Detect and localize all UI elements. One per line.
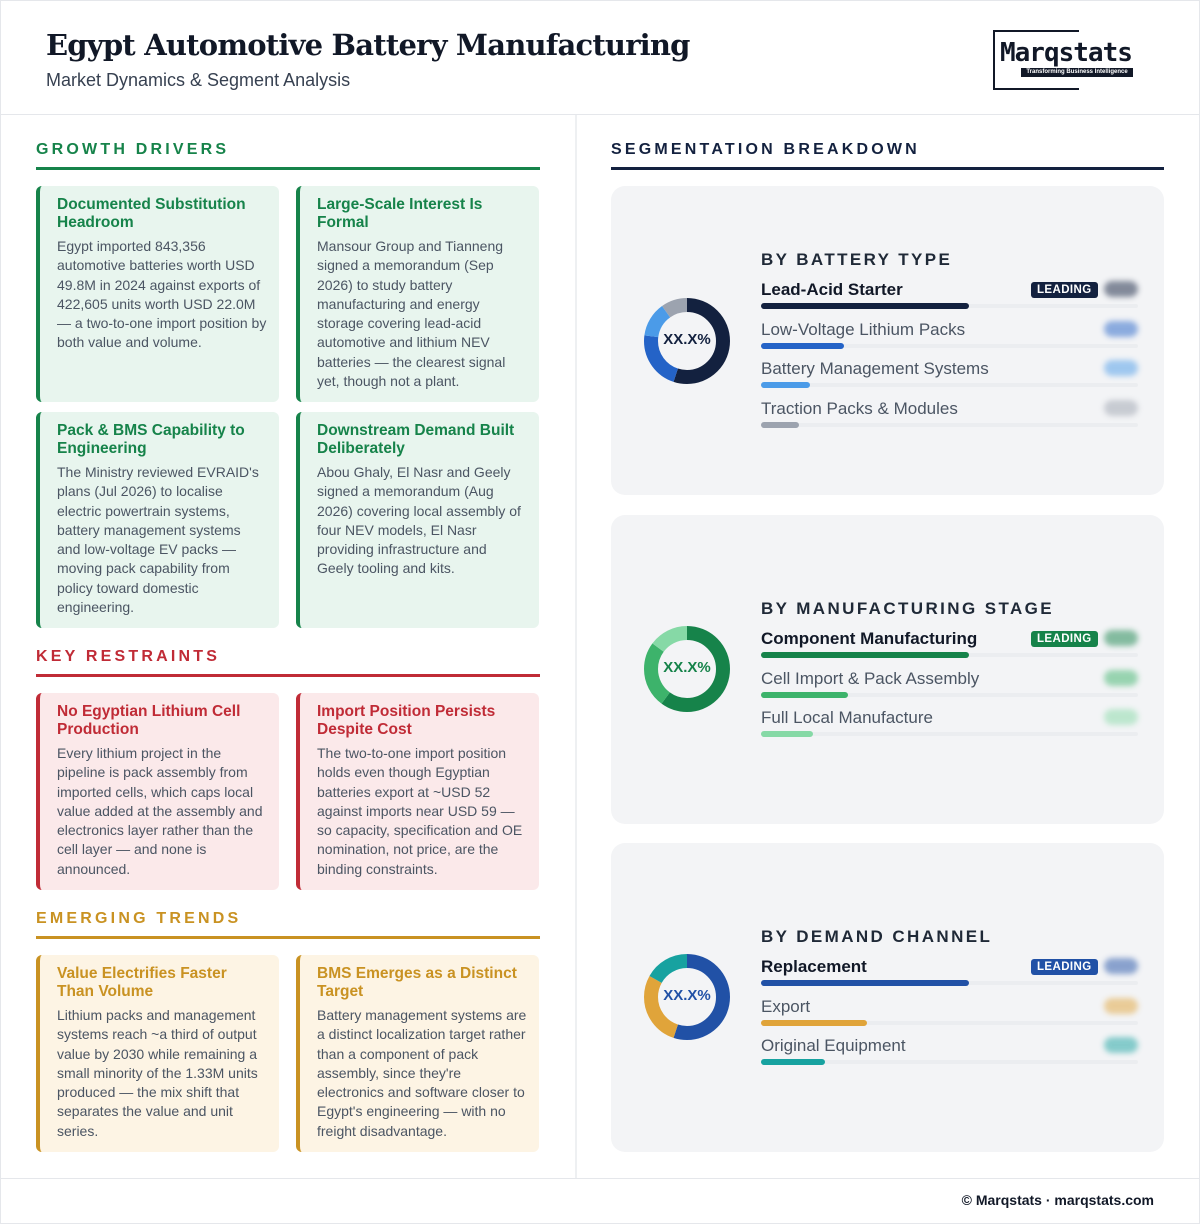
key-restraints-rule [36, 674, 540, 677]
card-title: Value Electrifies Faster Than Volume [57, 965, 227, 1000]
segment-row-label: Replacement [761, 957, 867, 976]
card-title: Documented Substitution Headroom [57, 196, 246, 231]
redacted-value [1104, 321, 1138, 337]
driver-card-pack-bms [36, 412, 279, 628]
leading-badge: LEADING [1031, 959, 1098, 975]
segment-bar-fill [761, 692, 848, 698]
trend-card-bms-target [296, 955, 539, 1152]
segment-bar-track [761, 732, 1138, 736]
logo-tagline: Transforming Business Intelligence [1021, 68, 1133, 77]
trend-card-value-electrifies [36, 955, 279, 1152]
segment-row-label: Original Equipment [761, 1036, 906, 1055]
card-title: Pack & BMS Capability to Engineering [57, 422, 245, 457]
footer-divider [0, 1178, 1200, 1179]
segment-bar-track [761, 383, 1138, 387]
driver-card-substitution [36, 186, 279, 402]
restraint-card-lithium-cell [36, 693, 279, 890]
segment-row-label: Low-Voltage Lithium Packs [761, 319, 966, 339]
segment-row-label: Full Local Manufacture [761, 708, 933, 727]
segment-row-label: Cell Import & Pack Assembly [761, 668, 980, 688]
segment-row-replacement [761, 957, 1138, 993]
key-restraints-heading: KEY RESTRAINTS [36, 648, 221, 665]
segment-bar-fill [761, 303, 969, 309]
growth-drivers-rule [36, 167, 540, 170]
card-body: Battery management systems are a distinct localization target rather than a component of pack assembly, since they're electronics and software closer to Egypt's engineering — with no freight disadvantage. [317, 1007, 527, 1139]
card-body: Mansour Group and Tianneng signed a memorandum (Sep 2026) to study battery manufacturing and energy storage covering lead-acid automotive and lithium NEV batteries — the clearest signal yet, though not a plant. [317, 238, 506, 390]
segment-title: BY BATTERY TYPE [761, 250, 953, 269]
segment-row-label: Traction Packs & Modules [761, 398, 958, 418]
segment-bar-fill [761, 343, 844, 349]
segmentation-heading: SEGMENTATION BREAKDOWN [611, 141, 920, 158]
segment-bar-fill [761, 980, 969, 986]
segment-bar-track [761, 423, 1138, 427]
segment-row-label: Lead-Acid Starter [761, 280, 903, 299]
segment-bar-fill [761, 422, 799, 428]
page-header [0, 0, 1200, 115]
redacted-value [1104, 400, 1138, 416]
card-title: BMS Emerges as a Distinct Target [317, 965, 517, 1000]
segment-row-traction-packs-modules [761, 399, 1138, 435]
logo-wordmark: Marqstats [1000, 38, 1132, 68]
redacted-value [1104, 670, 1138, 686]
card-title: Large-Scale Interest Is Formal [317, 196, 483, 231]
segment-panel-demand-channel [611, 843, 1164, 1152]
restraint-card-import-position [296, 693, 539, 890]
card-body: The Ministry reviewed EVRAID's plans (Jul 2026) to localise electric powertrain systems, battery management systems and low-voltage EV packs — moving pack capability from policy toward domestic engineering. [57, 464, 259, 616]
segment-title: BY DEMAND CHANNEL [761, 927, 993, 946]
redacted-value [1104, 281, 1138, 297]
segment-bar-fill [761, 382, 810, 388]
segment-row-full-local-manufacture [761, 708, 1138, 744]
segment-bar-fill [761, 731, 813, 737]
card-body: Lithium packs and management systems reach ~a third of output value by 2030 while remaining a small minority of the 1.33M units produced — the mix shift that separates the value and unit series. [57, 1007, 258, 1139]
redacted-value [1104, 998, 1138, 1014]
emerging-trends-rule [36, 936, 540, 939]
segment-row-battery-management-systems [761, 359, 1138, 395]
segment-row-label: Component Manufacturing [761, 629, 978, 648]
segment-row-label: Export [761, 996, 811, 1016]
donut-center-label: XX.X% [663, 659, 711, 676]
card-title: Import Position Persists Despite Cost [317, 703, 496, 738]
segment-title: BY MANUFACTURING STAGE [761, 599, 1055, 618]
card-body: Egypt imported 843,356 automotive batteries worth USD 49.8M in 2024 against exports of 422,605 units worth USD 22.0M — a two-to-one import position by both value and volume. [57, 238, 267, 351]
segment-row-low-voltage-lithium-packs [761, 320, 1138, 356]
segment-panel-battery-type [611, 186, 1164, 495]
segment-row-cell-import-pack-assembly [761, 669, 1138, 705]
donut-center-label: XX.X% [663, 987, 711, 1004]
leading-badge: LEADING [1031, 282, 1098, 298]
redacted-value [1104, 360, 1138, 376]
segment-bar-fill [761, 1020, 867, 1026]
segment-row-label: Battery Management Systems [761, 359, 989, 378]
footer-credit: © Marqstats · marqstats.com [961, 1192, 1154, 1208]
leading-badge: LEADING [1031, 631, 1098, 647]
card-title: Downstream Demand Built Deliberately [317, 422, 515, 457]
segment-panel-manufacturing-stage [611, 515, 1164, 824]
page-title: Egypt Automotive Battery Manufacturing [46, 28, 690, 62]
segment-row-component-manufacturing [761, 629, 1138, 665]
card-body: Every lithium project in the pipeline is pack assembly from imported cells, which caps local value added at the assembly and electronics layer rather than the cell layer — and none is announced. [57, 745, 263, 877]
emerging-trends-heading: EMERGING TRENDS [36, 910, 242, 927]
growth-drivers-heading: GROWTH DRIVERS [36, 141, 230, 158]
donut-center-label: XX.X% [663, 331, 711, 348]
redacted-value [1104, 630, 1138, 646]
card-body: The two-to-one import position holds even though Egyptian batteries export at ~USD 52 against imports near USD 59 — so capacity, specification and OE nomination, not price, are the binding constraints. [317, 745, 523, 877]
segment-bar-fill [761, 652, 969, 658]
segment-row-lead-acid-starter [761, 280, 1138, 316]
driver-card-downstream [296, 412, 539, 628]
segment-bar-fill [761, 1059, 825, 1065]
segmentation-rule [611, 167, 1164, 170]
card-title: No Egyptian Lithium Cell Production [57, 703, 241, 738]
column-divider [575, 115, 577, 1178]
redacted-value [1104, 709, 1138, 725]
segment-row-original-equipment [761, 1036, 1138, 1072]
redacted-value [1104, 958, 1138, 974]
driver-card-large-scale [296, 186, 539, 402]
redacted-value [1104, 1037, 1138, 1053]
segment-row-export [761, 997, 1138, 1033]
card-body: Abou Ghaly, El Nasr and Geely signed a memorandum (Aug 2026) covering local assembly of four NEV models, El Nasr providing infrastructure and Geely tooling and kits. [317, 464, 521, 577]
page-subtitle: Market Dynamics & Segment Analysis [46, 70, 351, 90]
